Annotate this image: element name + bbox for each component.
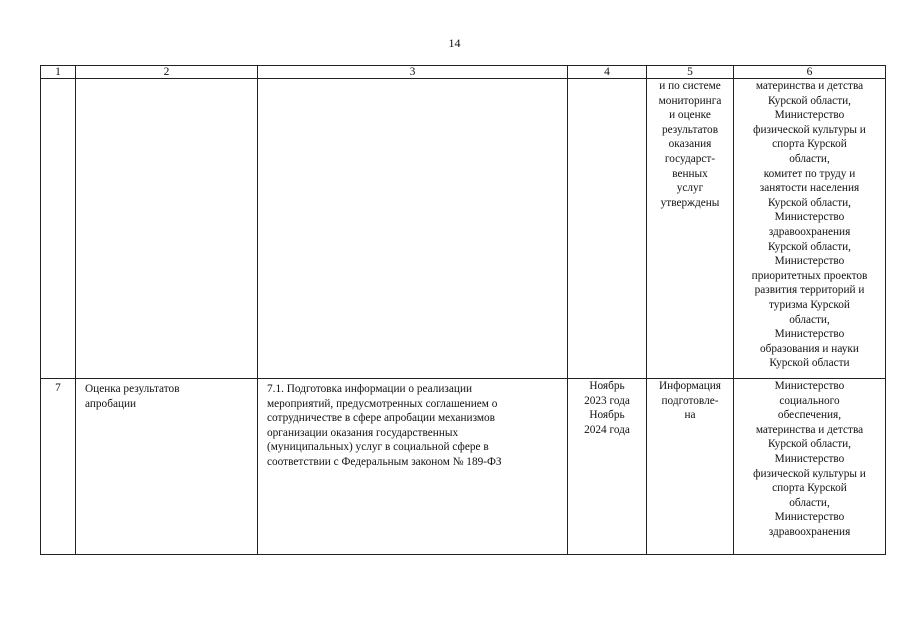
text-line: Министерство (774, 109, 845, 122)
continued-cell-2 (76, 79, 258, 379)
text-line: спорта Курской (772, 482, 847, 495)
text-line: Информация (658, 380, 722, 392)
text-line: Министерство (774, 380, 845, 392)
activity-cell (258, 379, 568, 555)
table-row-7 (41, 379, 886, 555)
text-line: Министерство (774, 255, 845, 268)
text-line: 2023 года (584, 394, 630, 407)
column-header-1: 1 (41, 66, 76, 79)
text-line: государст- (664, 152, 716, 165)
text-line: Министерство (774, 452, 845, 465)
text-line: материнства и детства (755, 423, 864, 436)
text-line: Курской области, (767, 196, 852, 209)
text-line: здравоохранения (768, 525, 851, 538)
text-line: апробации (85, 397, 137, 410)
text-line: венных (672, 167, 708, 180)
text-line: занятости населения (759, 182, 860, 195)
text-line: соответствии с Федеральным законом № 189-ФЗ (267, 455, 502, 468)
continued-cell-3 (258, 79, 568, 379)
text-line: и по системе (659, 80, 721, 92)
column-header-3: 3 (258, 66, 568, 79)
responsible-cell (734, 379, 886, 555)
continued-result-cell (647, 79, 734, 379)
row-number: 7 (41, 379, 76, 555)
text-line: оказания (668, 138, 712, 151)
text-line: Курской области, (767, 438, 852, 451)
continued-cell-1 (41, 79, 76, 379)
text-line: социального (779, 394, 840, 407)
text-line: физической культуры и (753, 467, 866, 480)
text-line: услуг (676, 182, 704, 195)
text-line: утверждены (660, 196, 720, 209)
text-line: области, (789, 496, 830, 509)
text-line: Оценка результатов (85, 383, 180, 395)
text-line: области, (789, 313, 830, 326)
text-line: мероприятий, предусмотренных соглашением о (267, 397, 498, 410)
table-row-continued (41, 79, 886, 379)
text-line: результатов (661, 123, 719, 136)
text-line: Курской области, (767, 240, 852, 253)
text-line: Курской области, (767, 94, 852, 107)
text-line: Министерство (774, 511, 845, 524)
page-number: 14 (448, 36, 461, 50)
text-line: приоритетных проектов (751, 269, 868, 282)
text-line: Министерство (774, 328, 845, 341)
text-line: (муниципальных) услуг в социальной сфере в (267, 441, 489, 454)
column-header-4: 4 (568, 66, 647, 79)
text-line: Курской области (769, 357, 850, 370)
text-line: 7.1. Подготовка информации о реализации (267, 383, 473, 395)
continued-cell-4 (568, 79, 647, 379)
plan-table (40, 65, 886, 555)
text-line: подготовле- (661, 394, 719, 407)
text-line: материнства и детства (755, 80, 864, 92)
text-line: Ноябрь (589, 409, 625, 422)
text-line: здравоохранения (768, 225, 851, 238)
stage-name-cell (76, 379, 258, 555)
column-header-5: 5 (647, 66, 734, 79)
text-line: на (684, 409, 696, 422)
text-line: развития территорий и (754, 284, 865, 297)
text-line: обеспечения, (777, 409, 842, 422)
text-line: организации оказания государственных (267, 426, 459, 439)
text-line: 2024 года (584, 423, 630, 436)
text-line: туризма Курской (769, 298, 850, 311)
text-line: спорта Курской (772, 138, 847, 151)
deadline-cell (568, 379, 647, 555)
text-line: мониторинга (658, 94, 722, 107)
text-line: Ноябрь (589, 380, 625, 392)
column-header-6: 6 (734, 66, 886, 79)
text-line: Министерство (774, 211, 845, 224)
result-cell (647, 379, 734, 555)
text-line: комитет по труду и (763, 167, 856, 180)
text-line: области, (789, 152, 830, 165)
column-header-2: 2 (76, 66, 258, 79)
text-line: образования и науки (760, 342, 859, 355)
text-line: физической культуры и (753, 123, 866, 136)
text-line: и оценке (669, 109, 711, 122)
continued-responsible-cell (734, 79, 886, 379)
text-line: сотрудничестве в сфере апробации механизмов (267, 412, 496, 425)
column-number-row (41, 66, 886, 79)
